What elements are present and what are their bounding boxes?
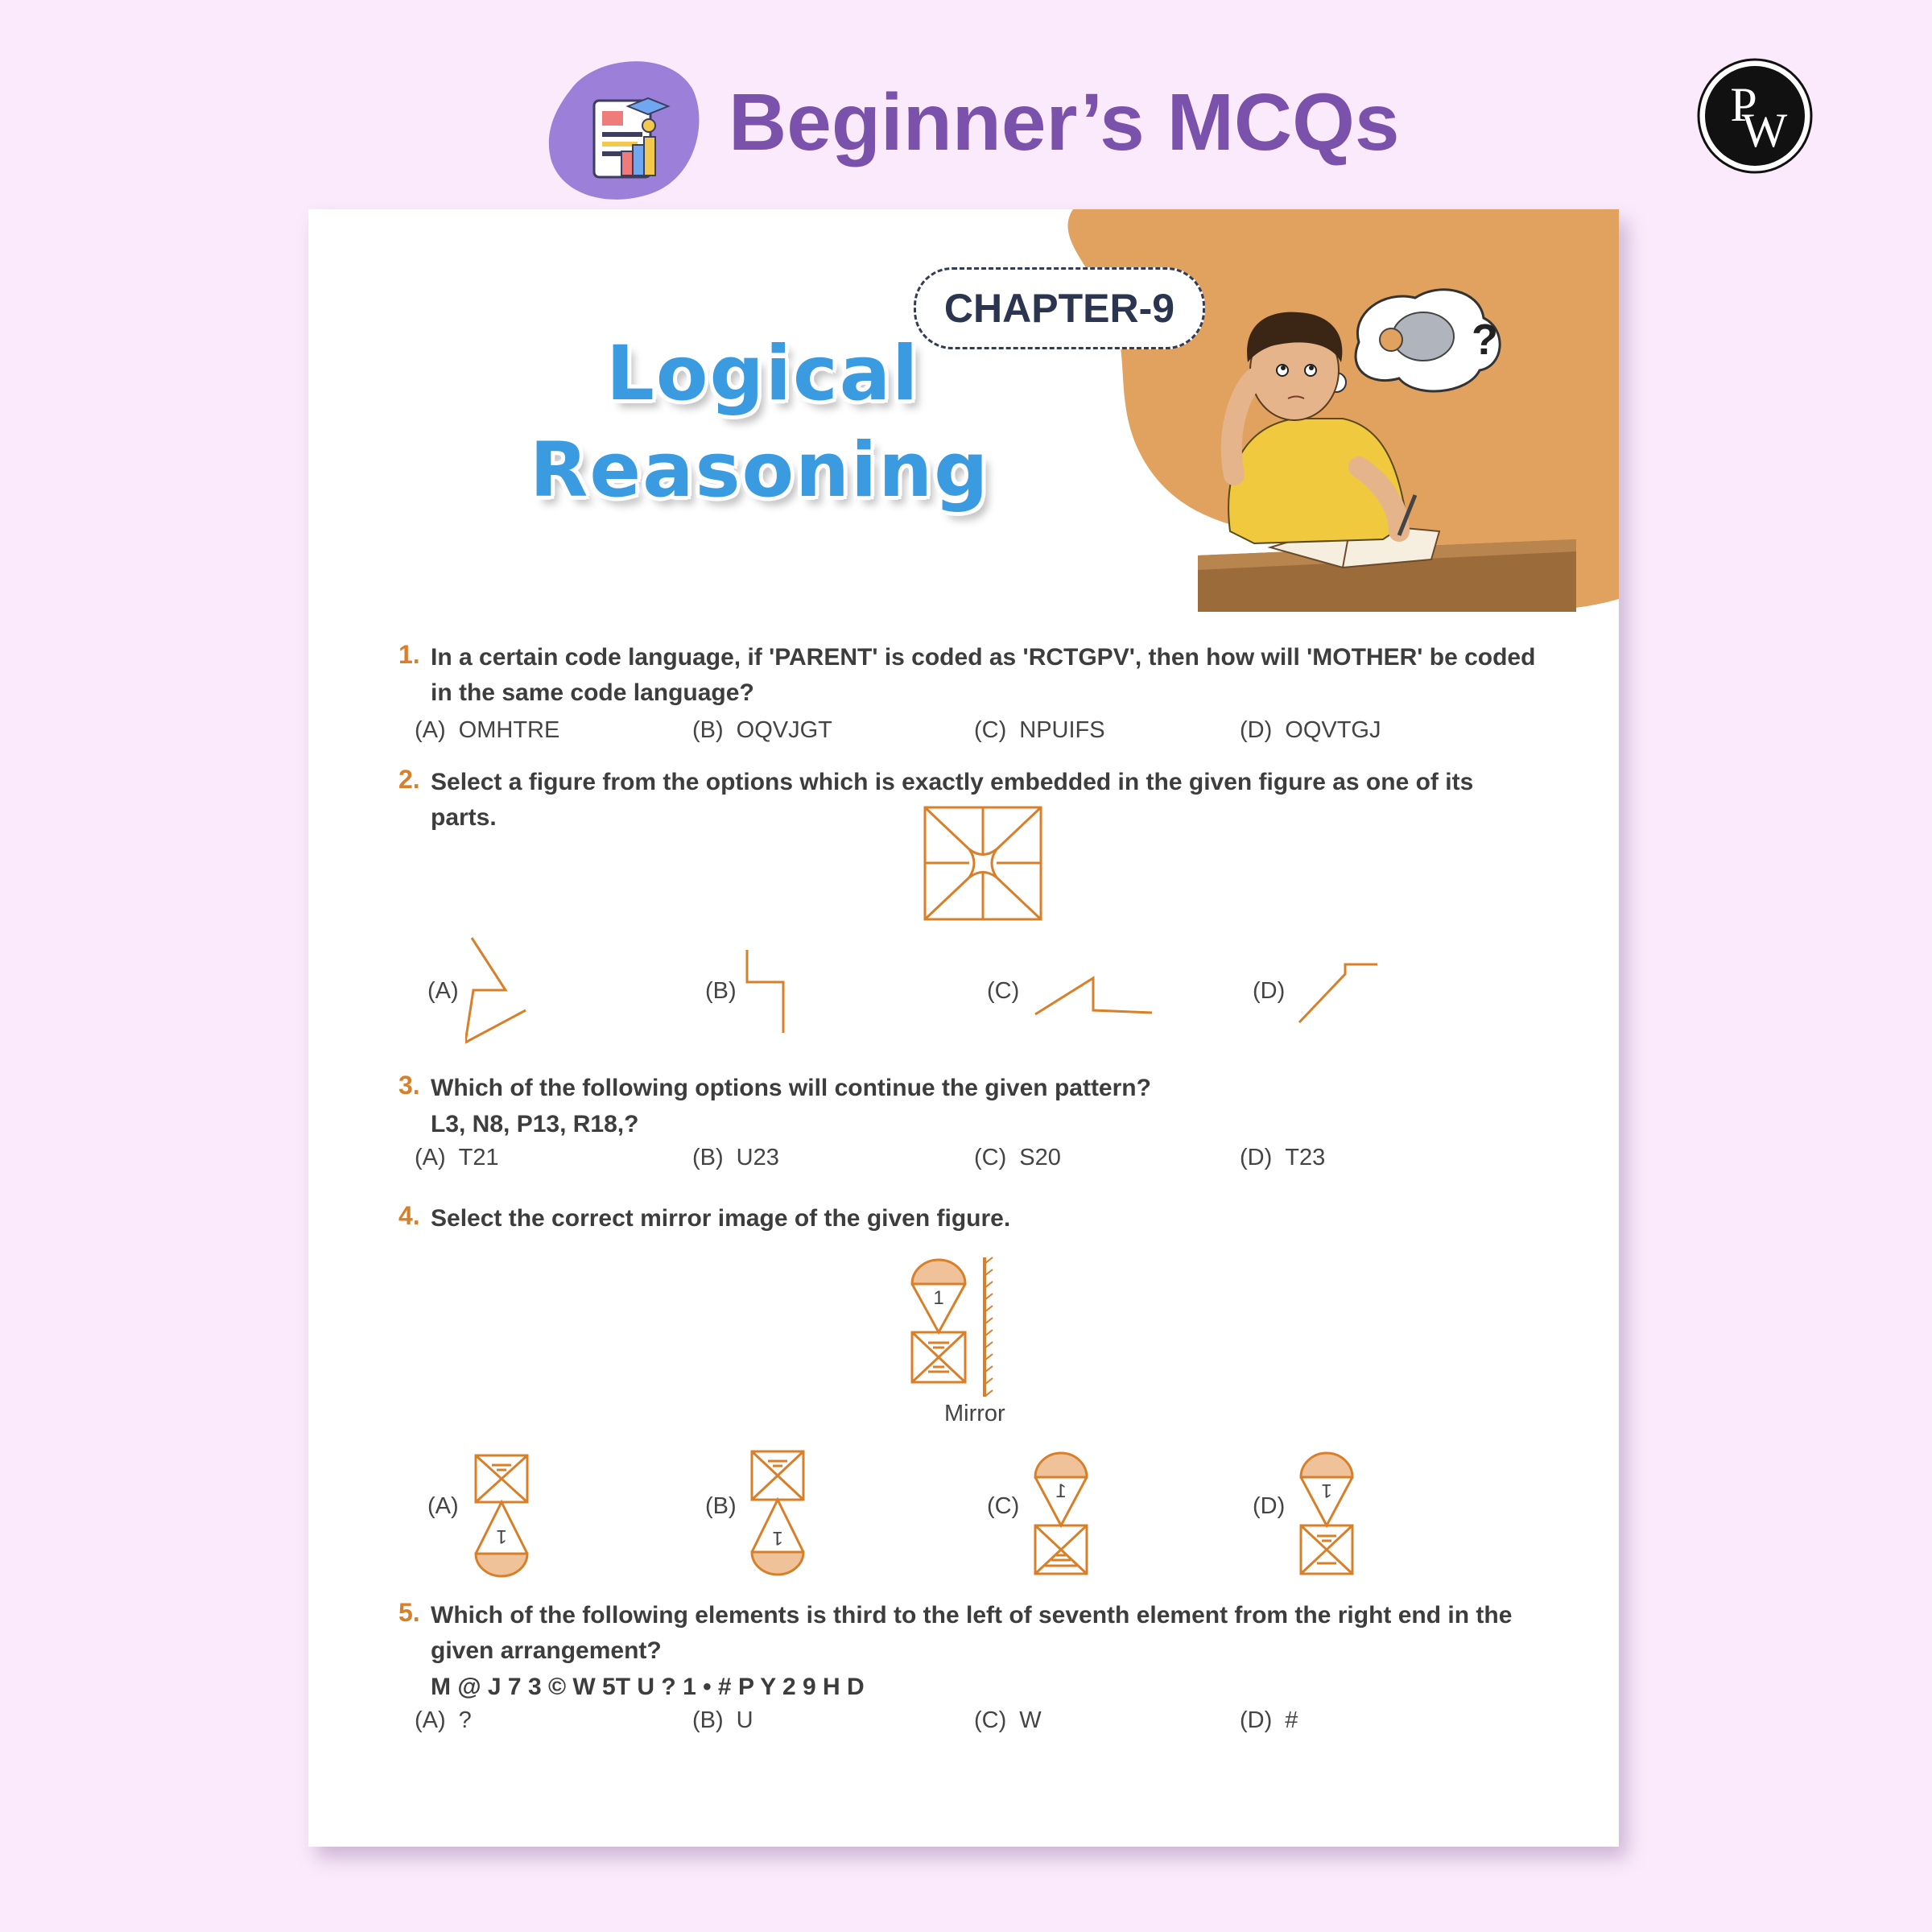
- figure-option-d[interactable]: [1297, 962, 1381, 1026]
- option-d[interactable]: (D): [1253, 1493, 1286, 1519]
- svg-text:W: W: [1741, 104, 1788, 157]
- option-c[interactable]: (C) S20: [974, 1145, 1061, 1170]
- number-series: L3, N8, P13, R18,?: [431, 1111, 639, 1137]
- option-a[interactable]: (A) T21: [415, 1145, 499, 1170]
- question-number: 1.: [398, 640, 420, 669]
- svg-text:P: P: [1730, 78, 1757, 131]
- mirror-option-c[interactable]: [1029, 1449, 1093, 1578]
- option-c[interactable]: (C) NPUIFS: [974, 717, 1105, 743]
- option-d[interactable]: (D) #: [1240, 1707, 1298, 1733]
- page-header-title: Beginner’s MCQs: [729, 77, 1400, 167]
- question-3: [398, 1071, 1542, 1185]
- option-d[interactable]: (D): [1253, 978, 1286, 1004]
- worksheet-page: [308, 209, 1619, 1847]
- svg-text:?: ?: [1472, 316, 1498, 364]
- chapter-title-line2: Reasoning: [530, 427, 990, 514]
- question-text: Which of the following elements is third to the left of seventh element from the right end in the given arrangement?: [431, 1602, 1513, 1664]
- svg-text:1: 1: [1055, 1480, 1067, 1502]
- mirror-question-figure: [904, 1256, 1001, 1397]
- question-5: [398, 1598, 1542, 1748]
- question-number: 2.: [398, 765, 420, 794]
- header: [0, 0, 1932, 201]
- option-c[interactable]: (C): [987, 978, 1020, 1004]
- options-row: [398, 1707, 1542, 1748]
- option-d[interactable]: (D) OQVTGJ: [1240, 717, 1381, 743]
- option-c[interactable]: (C): [987, 1493, 1020, 1519]
- mirror-option-a[interactable]: [469, 1453, 534, 1578]
- question-number: 4.: [398, 1201, 420, 1230]
- svg-text:1: 1: [772, 1527, 783, 1549]
- question-text: Which of the following options will continue the given pattern?: [431, 1075, 1151, 1101]
- mirror-label: Mirror: [944, 1401, 1005, 1426]
- question-1: [398, 640, 1542, 758]
- svg-text:1: 1: [496, 1525, 507, 1547]
- question-number: 5.: [398, 1598, 420, 1627]
- option-b[interactable]: (B): [705, 1493, 737, 1519]
- option-a[interactable]: (A): [427, 978, 459, 1004]
- svg-text:1: 1: [933, 1287, 944, 1309]
- svg-text:1: 1: [1321, 1480, 1332, 1501]
- question-text: In a certain code language, if 'PARENT' is coded as 'RCTGPV', then how will 'MOTHER' be coded in the same code language?: [431, 644, 1536, 706]
- chapter-badge: CHAPTER-9: [914, 267, 1205, 349]
- pw-logo-icon: [1697, 58, 1813, 174]
- question-text: Select the correct mirror image of the given figure.: [431, 1205, 1011, 1232]
- mirror-option-b[interactable]: [745, 1449, 810, 1578]
- option-a[interactable]: (A) OMHTRE: [415, 717, 560, 743]
- chapter-title-line1: Logical: [606, 330, 920, 418]
- mirror-option-d[interactable]: [1294, 1449, 1359, 1578]
- option-a[interactable]: (A) ?: [415, 1707, 472, 1733]
- option-b[interactable]: (B) OQVJGT: [692, 717, 832, 743]
- option-b[interactable]: (B): [705, 978, 737, 1004]
- option-b[interactable]: (B) U: [692, 1707, 753, 1733]
- figure-option-b[interactable]: [743, 946, 787, 1034]
- question-text: Select a figure from the options which is exactly embedded in the given figure as one of its parts.: [431, 769, 1474, 831]
- quiz-document-icon: [547, 56, 700, 201]
- option-a[interactable]: (A): [427, 1493, 459, 1519]
- option-c[interactable]: (C) W: [974, 1707, 1042, 1733]
- option-d[interactable]: (D) T23: [1240, 1145, 1326, 1170]
- question-4: [398, 1201, 1542, 1236]
- options-row: [398, 717, 1542, 758]
- embedded-figure: [923, 805, 1043, 922]
- figure-option-c[interactable]: [1033, 974, 1154, 1022]
- options-row: [398, 1145, 1542, 1185]
- element-arrangement: M @ J 7 3 © W 5T U ? 1 • # P Y 2 9 H D: [431, 1674, 865, 1700]
- option-b[interactable]: (B) U23: [692, 1145, 779, 1170]
- question-number: 3.: [398, 1071, 420, 1100]
- thinking-boy-illustration: [1198, 266, 1576, 612]
- figure-option-a[interactable]: [465, 934, 530, 1051]
